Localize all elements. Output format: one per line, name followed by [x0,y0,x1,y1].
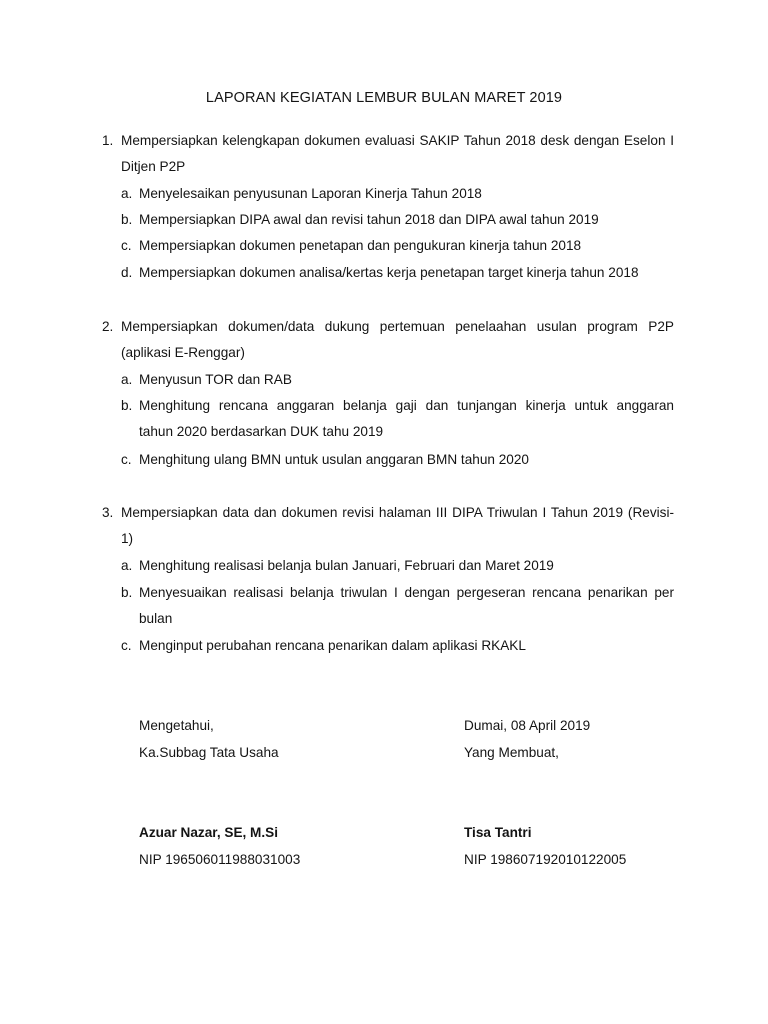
signer-nip: NIP 196506011988031003 [139,852,301,867]
list-item: Menyesuaikan realisasi belanja triwulan I dengan pergeseran rencana penarikan per [139,585,674,600]
item-marker: b. [121,212,133,227]
document-title: LAPORAN KEGIATAN LEMBUR BULAN MARET 2019 [205,90,563,106]
signer-name: Azuar Nazar, SE, M.Si [139,825,279,840]
list-item: Menyelesaikan penyusunan Laporan Kinerja Tahun 2018 [139,186,482,201]
item-marker: d. [121,265,133,280]
list-item: Mempersiapkan dokumen penetapan dan pengukuran kinerja tahun 2018 [139,238,582,253]
item-marker: a. [121,558,133,573]
section-heading-line: Mempersiapkan dokumen/data dukung pertemuan penelaahan usulan program P2P [121,319,674,334]
item-marker: c. [121,238,132,253]
section-heading-line: 1) [121,531,134,546]
section-number: 2. [102,319,114,334]
list-item: Menghitung rencana anggaran belanja gaji dan tunjangan kinerja untuk anggaran [139,398,674,413]
list-item: Menghitung realisasi belanja bulan Januari, Februari dan Maret 2019 [139,558,554,573]
list-item: Menghitung ulang BMN untuk usulan anggaran BMN tahun 2020 [139,452,529,467]
section-heading-line: Mempersiapkan kelengkapan dokumen evaluasi SAKIP Tahun 2018 desk dengan Eselon I [121,133,674,148]
author-label: Yang Membuat, [464,745,559,760]
place-date: Dumai, 08 April 2019 [464,718,591,733]
section-number: 3. [102,505,114,520]
section-heading-line: Mempersiapkan data dan dokumen revisi halaman III DIPA Triwulan I Tahun 2019 (Revisi- [121,505,674,520]
list-item: Menginput perubahan rencana penarikan dalam aplikasi RKAKL [139,638,526,653]
list-item: Mempersiapkan dokumen analisa/kertas kerja penetapan target kinerja tahun 2018 [139,265,639,280]
section-number: 1. [102,133,114,148]
item-marker: c. [121,638,132,653]
list-item-continuation: tahun 2020 berdasarkan DUK tahu 2019 [139,424,384,439]
section-heading-line: Ditjen P2P [121,159,186,174]
list-item: Menyusun TOR dan RAB [139,372,292,387]
item-marker: c. [121,452,132,467]
signer-name: Tisa Tantri [464,825,532,840]
item-marker: b. [121,398,133,413]
list-item: Mempersiapkan DIPA awal dan revisi tahun 2018 dan DIPA awal tahun 2019 [139,212,599,227]
list-item-continuation: bulan [139,611,173,626]
item-marker: a. [121,186,133,201]
item-marker: a. [121,372,133,387]
signer-position: Ka.Subbag Tata Usaha [139,745,279,760]
item-marker: b. [121,585,133,600]
section-heading-line: (aplikasi E-Renggar) [121,345,245,360]
signer-nip: NIP 198607192010122005 [464,852,627,867]
acknowledged-label: Mengetahui, [139,718,214,733]
